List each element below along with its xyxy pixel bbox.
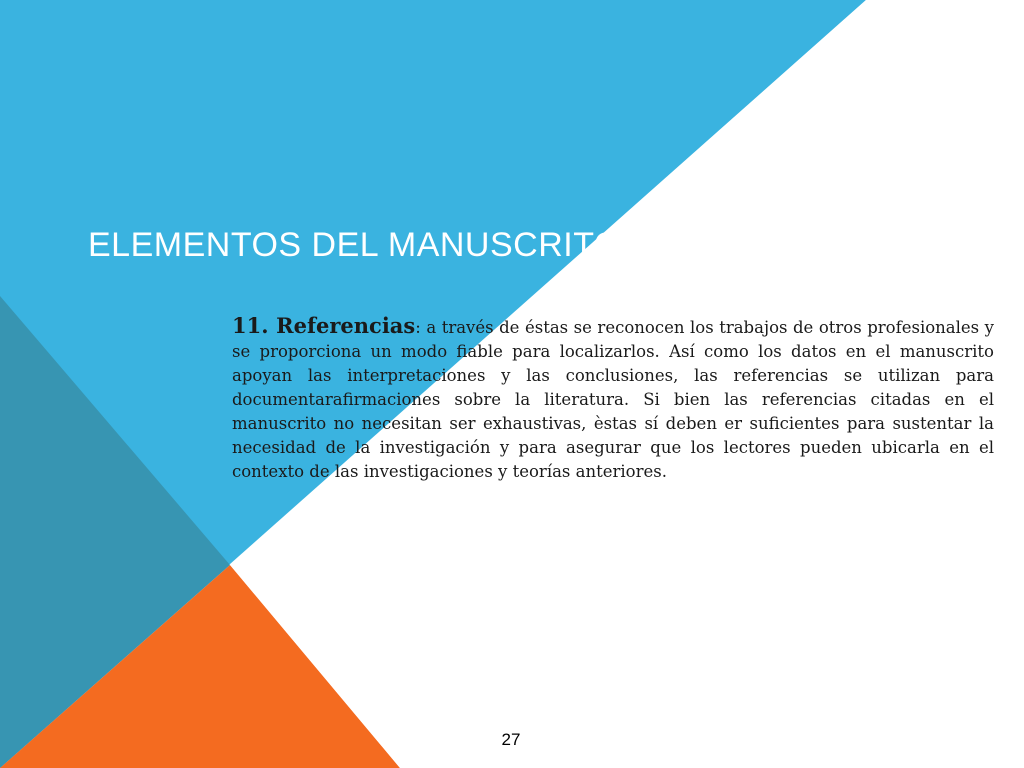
slide-title: ELEMENTOS DEL MANUSCRITO [88, 226, 621, 264]
section-term: 11. Referencias [232, 313, 416, 338]
body-text: : a través de éstas se reconocen los trabajos de otros profesionales y se proporciona un modo fiable para localizarlos. Así como los datos en el manuscrito apoyan las interpretaciones y las conclusiones, las referencias se utilizan para documentarafirmaciones sobre la literatura. Si bien las referencias citadas en el manuscrito no necesitan ser exhaustivas, èstas sí deben er suficientes para sustentar la necesidad de la investigación y para asegurar que los lectores pueden ubicarla en el contexto de las investigaciones y teorías anteriores. [232, 318, 994, 481]
page-number: 27 [501, 730, 521, 749]
body-paragraph [232, 314, 994, 484]
